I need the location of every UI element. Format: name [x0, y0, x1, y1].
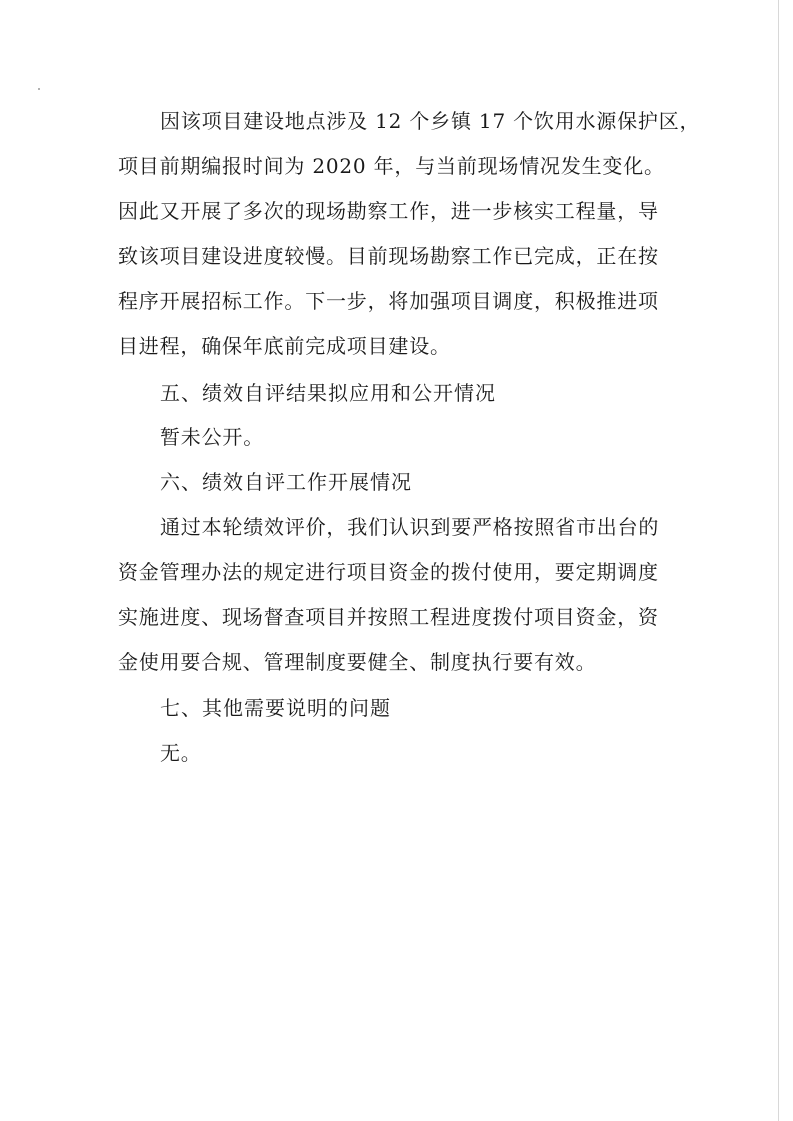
text-line: 致该项目建设进度较慢。目前现场勘察工作已完成，正在按 [118, 244, 659, 268]
scan-speck [38, 88, 40, 90]
text-line: 通过本轮绩效评价，我们认识到要严格按照省市出台的 [160, 515, 660, 539]
text-line: 因此又开展了多次的现场勘察工作，进一步核实工程量，导 [118, 199, 659, 223]
section-5-heading: 五、绩效自评结果拟应用和公开情况 [160, 381, 496, 405]
text-line: 金使用要合规、管理制度要健全、制度执行要有效。 [118, 650, 597, 674]
text-line: 项目前期编报时间为 2020 年，与当前现场情况发生变化。 [118, 154, 665, 178]
text-line: 程序开展招标工作。下一步，将加强项目调度，积极推进项 [118, 289, 659, 313]
section-7-body: 无。 [160, 741, 202, 765]
section-7-heading: 七、其他需要说明的问题 [160, 696, 391, 720]
text-line: 因该项目建设地点涉及 12 个乡镇 17 个饮用水源保护区， [160, 109, 701, 133]
section-6-heading: 六、绩效自评工作开展情况 [160, 470, 412, 494]
section-5-body: 暂未公开。 [160, 425, 264, 449]
scan-edge-line [778, 0, 779, 1121]
text-line: 实施进度、现场督查项目并按照工程进度拨付项目资金，资 [118, 605, 659, 629]
text-line: 资金管理办法的规定进行项目资金的拨付使用，要定期调度 [118, 560, 659, 584]
text-line: 目进程，确保年底前完成项目建设。 [118, 334, 451, 358]
